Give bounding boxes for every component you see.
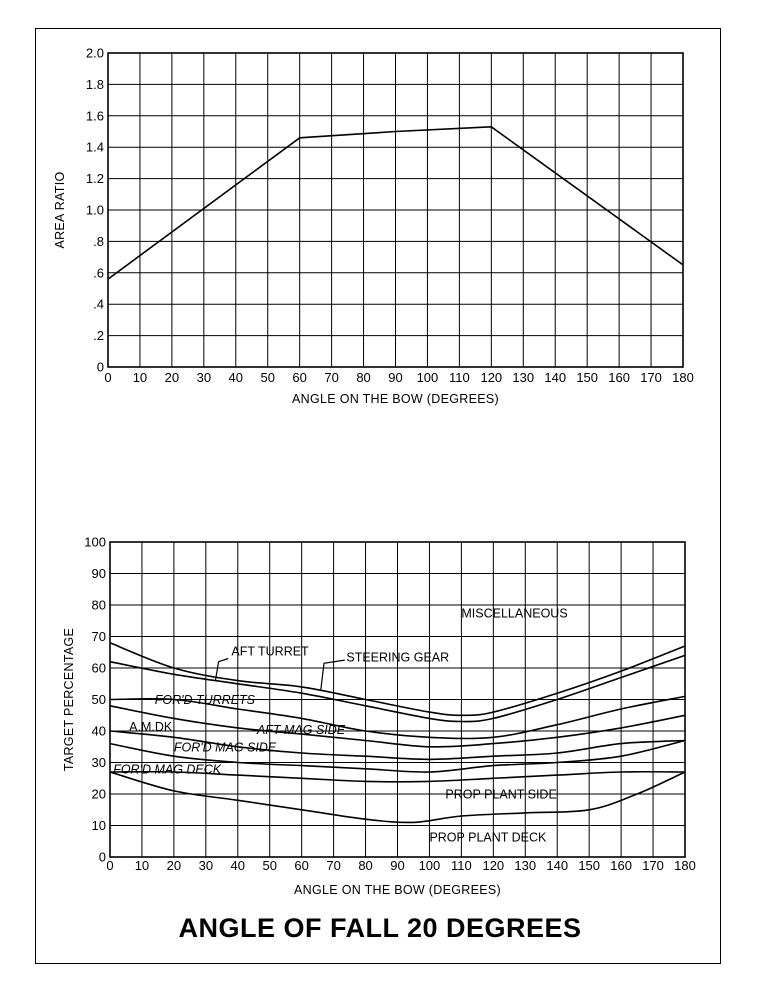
y-tick-label: 80 xyxy=(91,597,106,613)
x-tick-label: 180 xyxy=(672,370,694,385)
x-axis-label: ANGLE ON THE BOW (DEGREES) xyxy=(294,883,501,897)
region-label: FOR'D MAG DECK xyxy=(113,762,222,777)
y-tick-label: 100 xyxy=(84,534,106,550)
x-tick-label: 130 xyxy=(514,858,537,873)
x-tick-label: 110 xyxy=(451,858,472,873)
x-tick-label: 150 xyxy=(578,858,601,873)
y-tick-label: 40 xyxy=(91,723,106,739)
x-tick-label: 140 xyxy=(546,858,569,873)
y-tick-label: 30 xyxy=(91,755,106,770)
y-tick-label: 70 xyxy=(91,629,106,644)
y-tick-label: 20 xyxy=(91,786,106,802)
x-tick-label: 160 xyxy=(608,370,630,385)
x-tick-label: 80 xyxy=(356,370,371,385)
x-tick-label: 40 xyxy=(228,370,244,385)
y-tick-label: 60 xyxy=(91,660,106,676)
x-tick-label: 10 xyxy=(132,370,148,385)
x-tick-label: 120 xyxy=(482,858,505,873)
y-tick-label: 0 xyxy=(98,849,106,865)
x-axis-label: ANGLE ON THE BOW (DEGREES) xyxy=(292,392,499,406)
page-title: ANGLE OF FALL 20 DEGREES xyxy=(178,913,582,943)
y-tick-label: 0 xyxy=(96,359,104,375)
x-tick-label: 110 xyxy=(449,370,470,385)
region-label: MISCELLANEOUS xyxy=(461,606,568,621)
x-tick-label: 130 xyxy=(512,370,535,385)
x-tick-label: 90 xyxy=(390,858,405,873)
x-tick-label: 180 xyxy=(674,858,696,873)
x-tick-label: 120 xyxy=(480,370,503,385)
region-label: AFT TURRET xyxy=(231,644,309,659)
x-tick-label: 0 xyxy=(106,858,114,873)
x-tick-label: 160 xyxy=(610,858,632,873)
x-tick-label: 50 xyxy=(260,370,275,385)
region-label: PROP PLANT SIDE xyxy=(445,787,557,802)
x-tick-label: 90 xyxy=(388,370,403,385)
y-tick-label: .4 xyxy=(93,296,104,312)
steering-gear-leader xyxy=(321,660,345,690)
y-tick-label: .2 xyxy=(93,328,104,344)
x-tick-label: 170 xyxy=(640,370,662,385)
x-tick-label: 10 xyxy=(134,858,150,873)
y-tick-label: 10 xyxy=(91,818,106,833)
x-tick-label: 170 xyxy=(642,858,664,873)
y-tick-label: 1.4 xyxy=(85,139,104,155)
x-tick-label: 20 xyxy=(164,370,180,385)
x-tick-label: 60 xyxy=(292,370,307,385)
y-tick-label: .8 xyxy=(93,233,104,249)
y-axis-label: TARGET PERCENTAGE xyxy=(62,627,76,772)
region-label: FOR'D TURRETS xyxy=(154,693,256,708)
x-tick-label: 60 xyxy=(294,858,309,873)
y-tick-label: 2.0 xyxy=(85,45,104,61)
x-tick-label: 70 xyxy=(326,858,341,873)
x-tick-label: 30 xyxy=(198,858,214,873)
x-tick-label: 100 xyxy=(416,370,439,385)
region-label: STEERING GEAR xyxy=(346,650,450,665)
y-tick-label: 90 xyxy=(91,566,106,581)
y-tick-label: 1.0 xyxy=(85,202,104,218)
x-tick-label: 150 xyxy=(576,370,599,385)
region-label: AFT MAG SIDE xyxy=(256,723,346,738)
x-tick-label: 100 xyxy=(418,858,441,873)
y-axis-label: AREA RATIO xyxy=(53,171,67,249)
x-tick-label: 30 xyxy=(196,370,212,385)
y-tick-label: 50 xyxy=(91,692,106,707)
region-label: A.M.DK xyxy=(129,720,173,734)
x-tick-label: 50 xyxy=(262,858,277,873)
region-label: FOR'D MAG SIDE xyxy=(173,740,277,755)
y-tick-label: 1.8 xyxy=(85,76,104,92)
x-tick-label: 70 xyxy=(324,370,339,385)
x-tick-label: 0 xyxy=(104,370,112,385)
x-tick-label: 20 xyxy=(166,858,182,873)
x-tick-label: 40 xyxy=(230,858,246,873)
y-tick-label: 1.6 xyxy=(85,108,104,124)
y-tick-label: 1.2 xyxy=(85,171,104,187)
x-tick-label: 140 xyxy=(544,370,567,385)
region-label: PROP PLANT DECK xyxy=(429,830,547,845)
x-tick-label: 80 xyxy=(358,858,373,873)
y-tick-label: .6 xyxy=(93,265,104,281)
